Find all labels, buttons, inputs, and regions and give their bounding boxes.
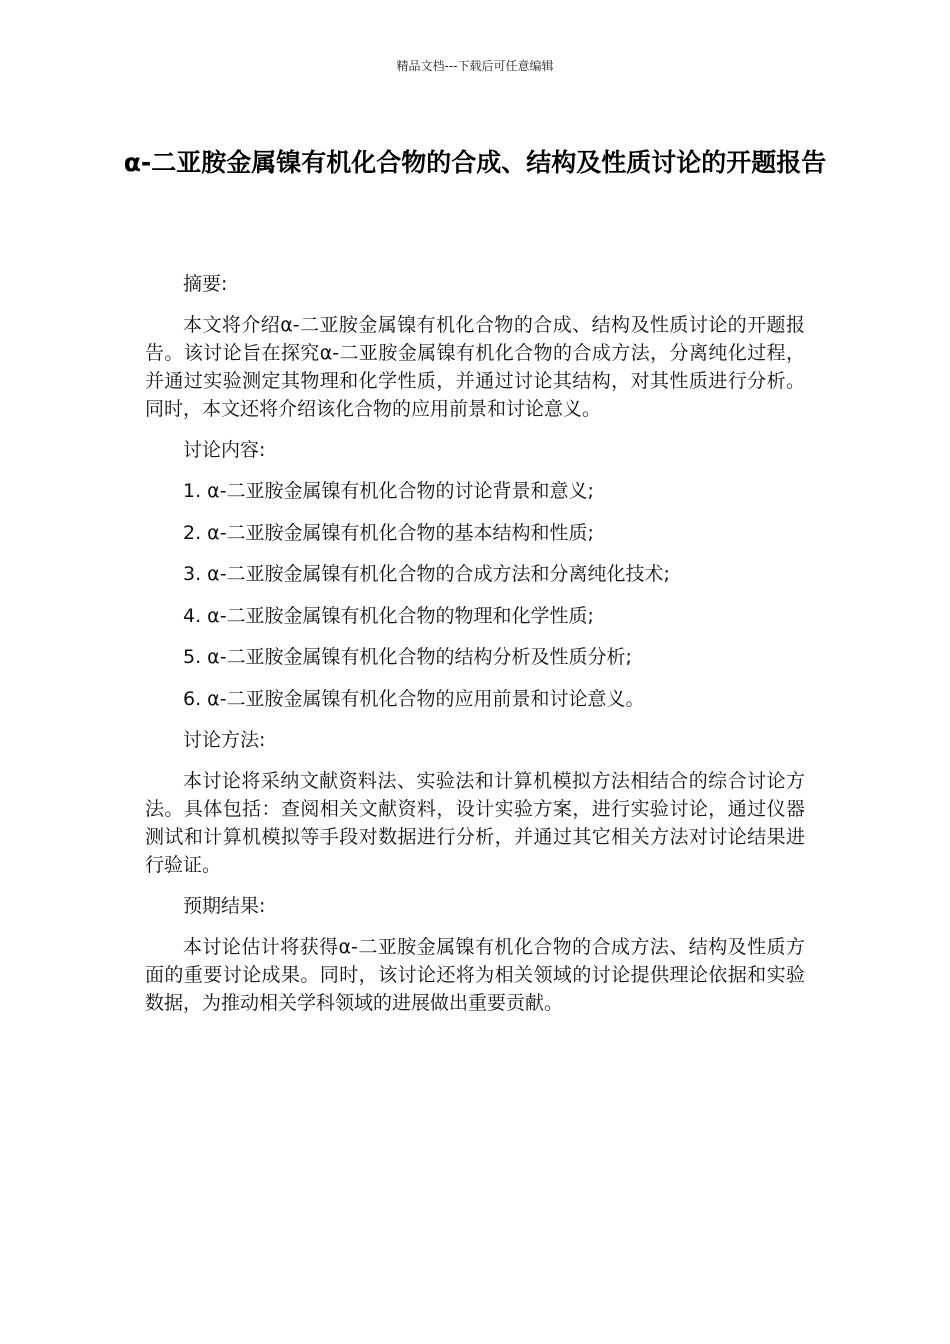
content-list (145, 477, 805, 713)
result-label: 预期结果: (183, 895, 266, 917)
list-item: 5. α-二亚胺金属镍有机化合物的结构分析及性质分析; (183, 646, 632, 668)
document-body (145, 270, 805, 1030)
list-item: 4. α-二亚胺金属镍有机化合物的物理和化学性质; (183, 604, 594, 627)
method-text: 本讨论将采纳文献资料法、实验法和计算机模拟方法相结合的综合讨论方法。具体包括：查阅相关文献资料，设计实验方案，进行实验讨论，通过仪器测试和计算机模拟等手段对数据进行分析，并通过其它相关方法对讨论结果进行验证。 (145, 770, 805, 876)
document-title: α-二亚胺金属镍有机化合物的合成、结构及性质讨论的开题报告 (123, 148, 827, 177)
header-note: 精品文档---下载后可任意编辑 (396, 59, 554, 73)
abstract-text: 本文将介绍α-二亚胺金属镍有机化合物的合成、结构及性质讨论的开题报告。该讨论旨在探究α-二亚胺金属镍有机化合物的合成方法，分离纯化过程，并通过实验测定其物理和化学性质，并通过讨论其结构，对其性质进行分析。同时，本文还将介绍该化合物的应用前景和讨论意义。 (145, 314, 805, 420)
list-item: 1. α-二亚胺金属镍有机化合物的讨论背景和意义; (183, 480, 594, 502)
list-item: 2. α-二亚胺金属镍有机化合物的基本结构和性质; (183, 521, 594, 544)
method-label: 讨论方法: (183, 729, 266, 751)
abstract-label: 摘要: (183, 273, 228, 295)
result-text: 本讨论估计将获得α-二亚胺金属镍有机化合物的合成方法、结构及性质方面的重要讨论成果。同时，该讨论还将为相关领域的讨论提供理论依据和实验数据，为推动相关学科领域的进展做出重要贡献。 (145, 936, 805, 1014)
list-item: 6. α-二亚胺金属镍有机化合物的应用前景和讨论意义。 (183, 687, 645, 710)
list-item: 3. α-二亚胺金属镍有机化合物的合成方法和分离纯化技术; (183, 563, 670, 585)
content-label: 讨论内容: (183, 439, 266, 461)
